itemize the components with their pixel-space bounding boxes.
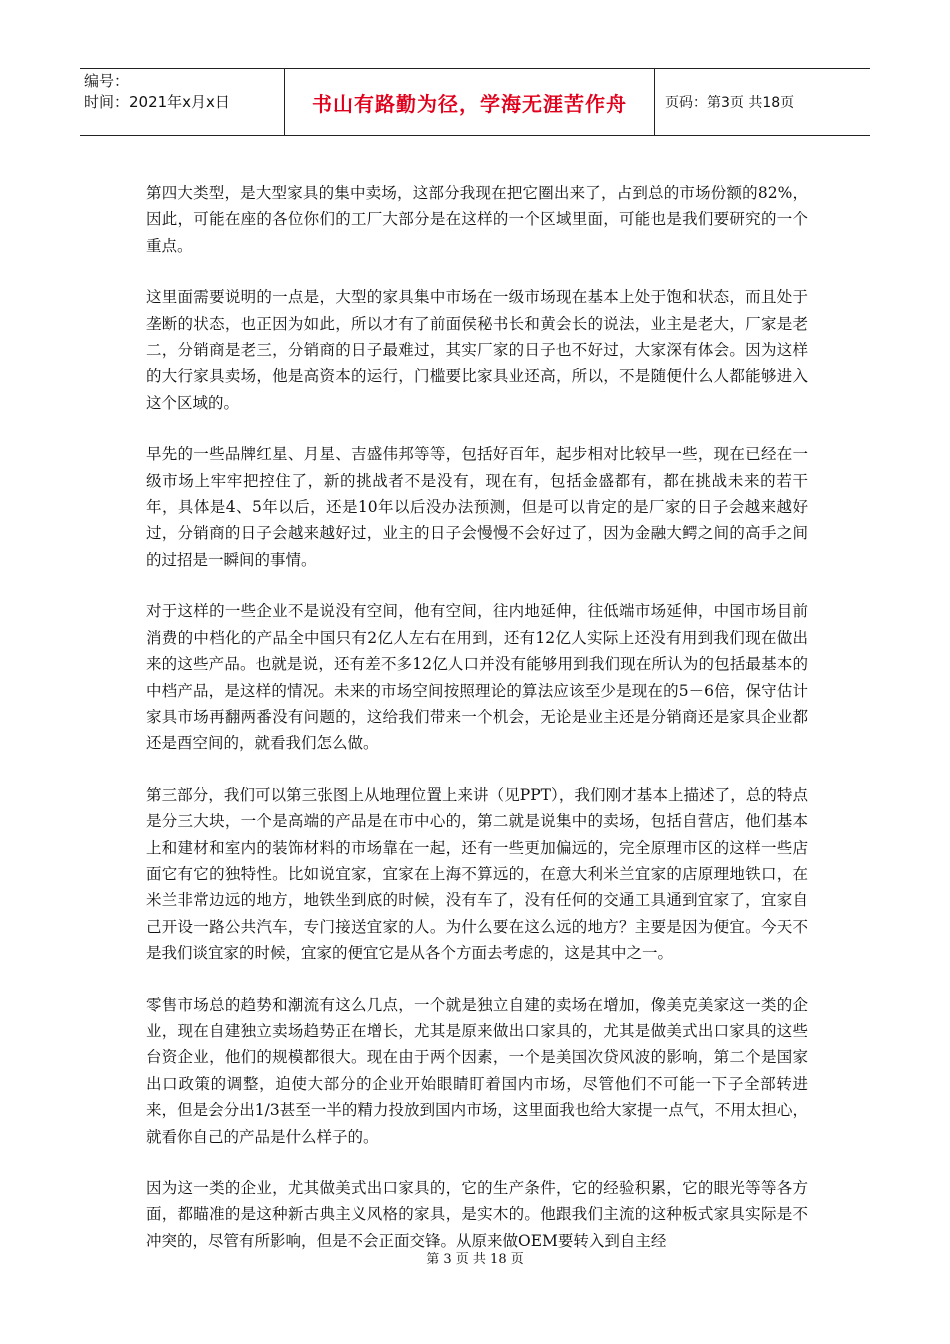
paragraph: 对于这样的一些企业不是说没有空间，他有空间，往内地延伸，往低端市场延伸，中国市场目前消费的中档化的产品全中国只有2亿人左右在用到，还有12亿人实际上还没有用到我们现在做出来的这些产品。也就是说，还有差不多12亿人口并没有能够用到我们现在所认为的包括最基本的中档产品，是这样的情况。未来的市场空间按照理论的算法应该至少是现在的5－6倍，保守估计家具市场再翻两番没有问题的，这给我们带来一个机会，无论是业主还是分销商还是家具企业都还是酉空间的，就看我们怎么做。 bbox=[146, 602, 808, 753]
paragraph: 零售市场总的趋势和潮流有这么几点，一个就是独立自建的卖场在增加，像美克美家这一类的企业，现在自建独立卖场趋势正在增长，尤其是原来做出口家具的，尤其是做美式出口家具的这些台资企业，他们的规模都很大。现在由于两个因素，一个是美国次贷风波的影响，第二个是国家出口政策的调整，迫使大部分的企业开始眼睛盯着国内市场，尽管他们不可能一下子全部转进来，但是会分出1/3甚至一半的精力投放到国内市场，这里面我也给大家提一点气，不用太担心，就看你自己的产品是什么样子的。 bbox=[146, 995, 808, 1146]
page-footer: 第 3 页 共 18 页 bbox=[426, 1252, 524, 1267]
paragraph: 早先的一些品牌红星、月星、吉盛伟邦等等，包括好百年，起步相对比较早一些，现在已经在一级市场上牢牢把控住了，新的挑战者不是没有，现在有，包括金盛都有，都在挑战未来的若干年，具体是4、5年以后，还是10年以后没办法预测，但是可以肯定的是厂家的日子会越来越好过，分销商的日子会越来越好过，业主的日子会慢慢不会好过了，因为金融大鳄之间的高手之间的过招是一瞬间的事情。 bbox=[146, 445, 808, 569]
header-motto: 书山有路勤为径，学海无涯苦作舟 bbox=[312, 91, 627, 116]
doc-number-label: 编号： bbox=[84, 72, 130, 90]
header-page-cell bbox=[655, 69, 870, 135]
header-motto-cell bbox=[285, 69, 655, 135]
paragraph: 第四大类型，是大型家具的集中卖场，这部分我现在把它圈出来了，占到总的市场份额的82%，因此，可能在座的各位你们的工厂大部分是在这样的一个区域里面，可能也是我们要研究的一个重点。 bbox=[146, 184, 808, 255]
paragraph: 这里面需要说明的一点是，大型的家具集中市场在一级市场现在基本上处于饱和状态，而且处于垄断的状态，也正因为如此，所以才有了前面侯秘书长和黄会长的说法，业主是老大，厂家是老二，分销商是老三，分销商的日子最难过，其实厂家的日子也不好过，大家深有体会。因为这样的大行家具卖场，他是高资本的运行，门槛要比家具业还高，所以，不是随便什么人都能够进入这个区域的。 bbox=[146, 288, 808, 412]
document-body bbox=[146, 180, 808, 1279]
paragraph: 因为这一类的企业，尤其做美式出口家具的，它的生产条件，它的经验积累，它的眼光等等各方面，都瞄准的是这种新古典主义风格的家具，是实木的。他跟我们主流的这种板式家具实际是不冲突的，尽管有所影响，但是不会正面交锋。从原来做OEM要转入到自主经 bbox=[146, 1179, 808, 1250]
header-left-cell bbox=[80, 69, 285, 135]
doc-time-label: 时间：2021年x月x日 bbox=[84, 93, 230, 111]
paragraph: 第三部分，我们可以第三张图上从地理位置上来讲（见PPT），我们刚才基本上描述了，总的特点是分三大块，一个是高端的产品是在市中心的，第二就是说集中的卖场，包括自营店，他们基本上和建材和室内的装饰材料的市场靠在一起，还有一些更加偏远的，完全原理市区的这样一些店面它有它的独特性。比如说宜家，宜家在上海不算远的，在意大利米兰宜家的店原理地铁口，在米兰非常边远的地方，地铁坐到底的时候，没有车了，没有任何的交通工具通到宜家了，宜家自己开设一路公共汽车，专门接送宜家的人。为什么要在这么远的地方？主要是因为便宜。今天不是我们谈宜家的时候，宜家的便宜它是从各个方面去考虑的，这是其中之一。 bbox=[146, 785, 808, 963]
header-page-code: 页码：第3页 共18页 bbox=[665, 95, 795, 111]
document-header bbox=[80, 68, 870, 136]
